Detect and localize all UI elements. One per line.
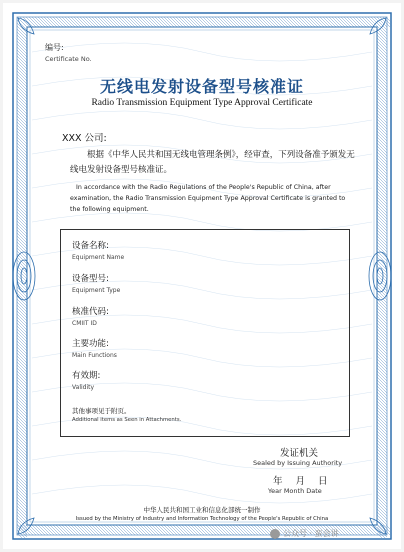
field-label-equipment-name-en: Equipment Name [72, 254, 125, 261]
ministry-en: Issued by the Ministry of Industry and Information Technology of the People's Republic of China [75, 516, 329, 522]
wechat-logo-icon [270, 529, 280, 539]
body-text-en: In accordance with the Radio Regulations of the People's Republic of China, after examination, the Radio Transmission Equipment Type Approval Certificate is granted to the following equipment. [70, 184, 346, 213]
certificate-number-label-en: Certificate No. [45, 55, 92, 63]
field-label-main-functions-en: Main Functions [72, 352, 117, 359]
addressee: XXX 公司: [62, 133, 107, 144]
field-label-equipment-type-en: Equipment Type [72, 287, 121, 294]
field-label-main-functions: 主要功能: [72, 339, 109, 349]
watermark: 公众号 · 蛮会讲 [283, 529, 339, 538]
field-label-cmiit-id-en: CMIIT ID [72, 320, 97, 327]
certificate-number-label: 编号: [45, 43, 64, 52]
ministry-cn: 中华人民共和国工业和信息化部统一制作 [143, 506, 261, 514]
issuing-authority-en: Sealed by Issuing Authority [253, 459, 343, 467]
issue-date-en: Year Month Date [268, 487, 322, 495]
certificate-subtitle: Radio Transmission Equipment Type Approval Certificate [91, 98, 313, 108]
field-label-validity-en: Validity [72, 384, 95, 391]
issuing-authority-cn: 发证机关 [280, 448, 319, 459]
certificate-title: 无线电发射设备型号核准证 [99, 77, 304, 96]
field-label-cmiit-id: 核准代码: [72, 307, 109, 317]
body-text-cn: 根据《中华人民共和国无线电管理条例》，经审查，下列设备准予颁发无线电发射设备型号核准证。 [70, 150, 355, 175]
field-label-equipment-name: 设备名称: [72, 241, 109, 251]
field-label-equipment-type: 设备型号: [72, 274, 109, 284]
issue-date-cn: 年 月 日 [273, 476, 328, 487]
attachment-note-cn: 其他事项见于附页。 [72, 407, 131, 415]
field-label-validity: 有效期: [72, 371, 101, 381]
attachment-note-en: Additional items as Seen in Attachments. [72, 417, 182, 423]
